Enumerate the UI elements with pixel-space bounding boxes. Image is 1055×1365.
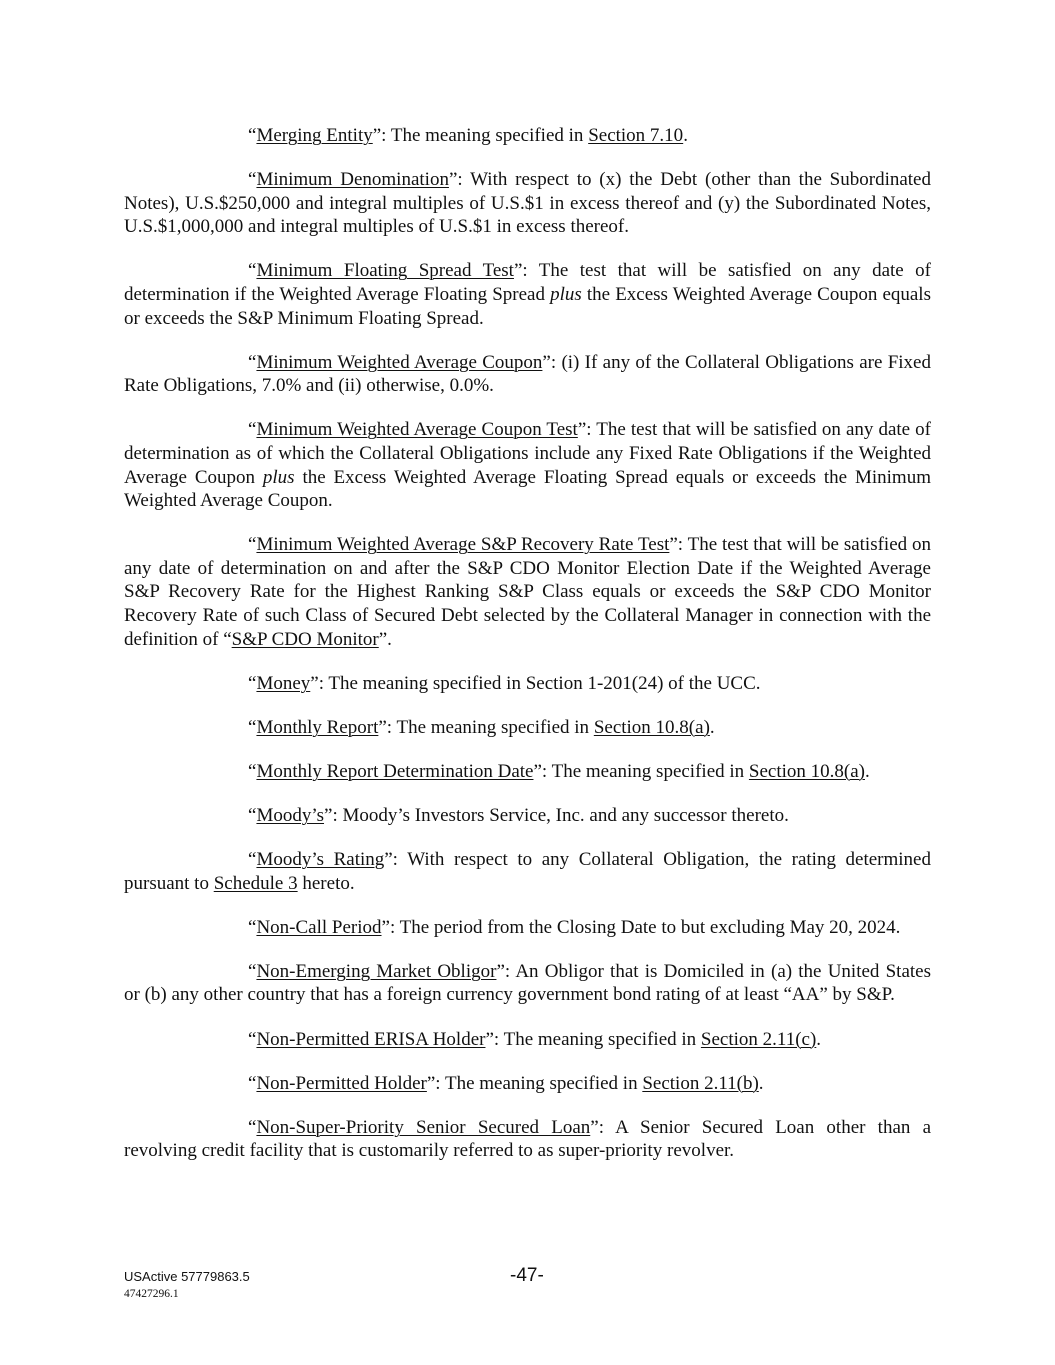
defined-term: Minimum Weighted Average S&P Recovery Rate Test [256, 534, 670, 556]
emphasis-text: plus [262, 466, 295, 488]
definition-text: “ [248, 1072, 257, 1094]
definition-paragraph [124, 124, 931, 148]
definition-paragraph [124, 916, 931, 940]
definition-text: ”: The meaning specified in [378, 716, 594, 738]
cross-reference: Section 7.10 [588, 125, 684, 146]
definition-text: ”: Moody’s Investors Service, Inc. and any successor thereto. [324, 804, 789, 826]
document-id-secondary: 47427296.1 [124, 1288, 179, 1300]
definition-paragraph [124, 168, 931, 239]
emphasis-text: plus [550, 283, 582, 305]
definition-paragraph [124, 848, 931, 895]
definition-paragraph [124, 1116, 931, 1163]
definition-text: ”: An Obligor that is Domiciled in (a) the United States or (b) any other country that has a foreign currency government bond rating of at least “AA” by S&P. [124, 960, 931, 1006]
defined-term: Merging Entity [256, 125, 373, 146]
cross-reference: Section 10.8(a) [593, 716, 710, 738]
defined-term: Minimum Weighted Average Coupon [256, 351, 543, 373]
defined-term: Minimum Denomination [256, 169, 449, 191]
definition-text: ”: With respect to any Collateral Obligation, the rating determined pursuant to [124, 849, 931, 894]
definition-text: ”: The meaning specified in [426, 1072, 643, 1094]
defined-term: Non-Permitted Holder [256, 1072, 427, 1094]
definition-text: “ [248, 351, 257, 373]
definition-paragraph [124, 960, 931, 1007]
defined-term: Non-Call Period [256, 916, 382, 938]
definition-text: ”: The meaning specified in Section 1-201(24) of the UCC. [310, 672, 761, 694]
defined-term: Monthly Report [256, 716, 379, 738]
definition-text: . [683, 125, 688, 146]
definition-text: “ [248, 916, 257, 938]
defined-term: Moody’s Rating [256, 849, 385, 871]
definition-text: ”: With respect to (x) the Debt (other than the Subordinated Notes), U.S.$250,000 and integral multiples of U.S.$1 in excess thereof and (y) the Subordinated Notes, U.S.$1,000,000 and integral multiples of U.S.$1 in excess thereof. [124, 169, 931, 238]
defined-term: Minimum Floating Spread Test [256, 260, 514, 282]
definition-paragraph [124, 259, 931, 330]
definition-text: “ [248, 804, 257, 826]
definition-text: the Excess Weighted Average Floating Spread equals or exceeds the Minimum Weighted Average Coupon. [124, 466, 931, 512]
defined-term: Monthly Report Determination Date [256, 760, 534, 782]
defined-term: Non-Super-Priority Senior Secured Loan [256, 1116, 591, 1138]
definition-paragraph [124, 672, 931, 696]
definition-text: ”: The test that will be satisfied on any date of determination as of which the Collateral Obligations include any Fixed Rate Obligations if the Weighted Average Coupon [124, 419, 932, 488]
definition-paragraph [124, 1072, 931, 1096]
definition-text: . [709, 716, 715, 738]
definition-text: “ [248, 849, 257, 871]
definition-text: ”: The meaning specified in [372, 125, 589, 146]
definition-paragraph [124, 804, 931, 828]
definition-paragraph [124, 1028, 931, 1052]
definition-text: “ [248, 760, 257, 782]
definition-paragraph [124, 716, 931, 740]
defined-term: Moody’s [256, 804, 325, 826]
definition-paragraph [124, 418, 931, 512]
definition-paragraph [124, 760, 931, 784]
definition-text: “ [248, 716, 257, 738]
cross-reference: S&P CDO Monitor [231, 628, 379, 650]
definition-text: “ [248, 960, 257, 982]
definition-paragraph [124, 351, 931, 398]
definition-text: hereto. [297, 872, 355, 894]
definition-text: the Excess Weighted Average Coupon equals or exceeds the S&P Minimum Floating Spread. [124, 283, 931, 329]
definition-text: ”: A Senior Secured Loan other than a revolving credit facility that is customarily referred to as super-priority revolver. [124, 1116, 932, 1162]
defined-term: Non-Emerging Market Obligor [256, 960, 497, 982]
definition-text: ”: The meaning specified in [485, 1028, 701, 1050]
definition-text: “ [248, 1116, 257, 1138]
definition-text: ”: (i) If any of the Collateral Obligations are Fixed Rate Obligations, 7.0% and (ii) otherwise, 0.0%. [124, 351, 931, 397]
definition-text: ”: The test that will be satisfied on any date of determination if the Weighted Average Floating Spread [124, 260, 931, 305]
definitions-list [124, 124, 931, 1183]
definition-text: “ [248, 534, 257, 556]
definition-text: “ [248, 1028, 257, 1050]
cross-reference: Section 10.8(a) [748, 760, 865, 782]
definition-text: ”: The meaning specified in [533, 760, 749, 782]
cross-reference: Section 2.11(b) [642, 1072, 759, 1094]
defined-term: Money [256, 672, 311, 694]
definition-text: “ [248, 419, 257, 441]
definition-text: “ [248, 125, 257, 146]
definition-text: ”. [378, 628, 392, 650]
definition-text: ”: The test that will be satisfied on any date of determination on and after the S&P CDO Monitor Election Date if the Weighted Average S&P Recovery Rate for the Highest Ranking S&P Class equals or exceeds the S&P CDO Monitor Recovery Rate of such Class of Secured Debt selected by the Collateral Manager in connection with the definition of “ [124, 534, 931, 650]
definition-text: . [758, 1072, 764, 1094]
cross-reference: Section 2.11(c) [700, 1028, 817, 1050]
document-id: USActive 57779863.5 [124, 1269, 250, 1284]
definition-text: “ [248, 672, 257, 694]
defined-term: Non-Permitted ERISA Holder [256, 1028, 486, 1050]
defined-term: Minimum Weighted Average Coupon Test [256, 419, 578, 441]
cross-reference: Schedule 3 [213, 872, 298, 894]
definition-paragraph [124, 533, 931, 651]
definition-text: . [865, 760, 870, 782]
definition-text: “ [248, 169, 257, 191]
definition-text: . [816, 1028, 822, 1050]
definition-text: “ [248, 260, 257, 282]
page-number: -47- [510, 1265, 544, 1286]
definition-text: ”: The period from the Closing Date to but excluding May 20, 2024. [381, 916, 901, 938]
